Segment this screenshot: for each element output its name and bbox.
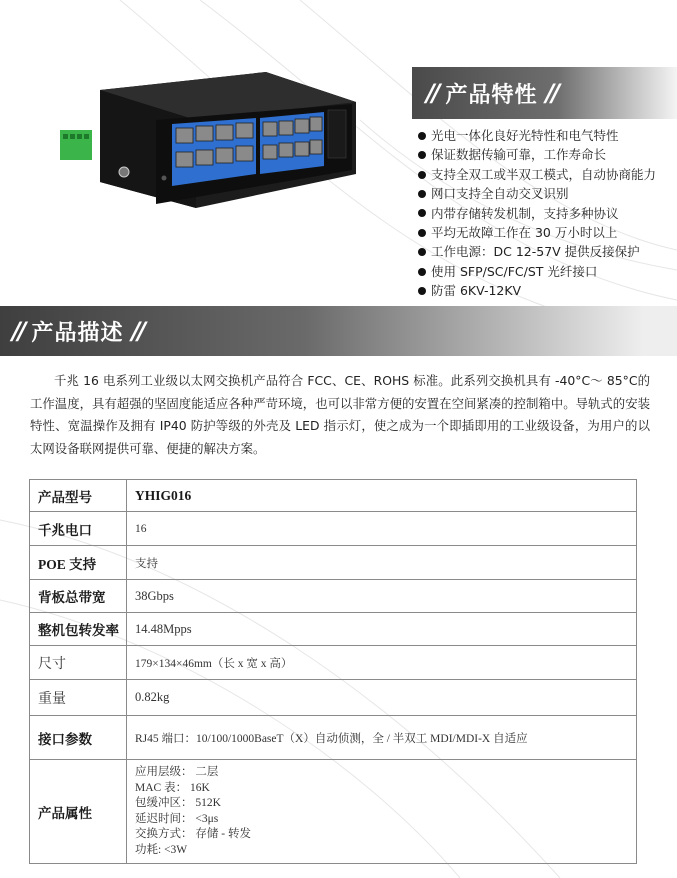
bullet-icon: [418, 190, 426, 198]
bullet-icon: [418, 229, 426, 237]
bullet-icon: [418, 248, 426, 256]
feature-item: 防雷 6KV-12KV: [418, 281, 656, 300]
spec-label: 整机包转发率: [30, 613, 127, 646]
spec-value: 0.82kg: [127, 680, 637, 716]
bullet-icon: [418, 132, 426, 140]
table-row: [30, 546, 637, 580]
attribute-line: MAC 表： 16K: [135, 781, 210, 794]
table-row: [30, 716, 637, 760]
description-paragraph: 千兆 16 电系列工业级以太网交换机产品符合 FCC、CE、ROHS 标准。此系列交换机具有 -40°C～ 85°C的工作温度，具有超强的坚固度能适应各种严苛环境，也可以非常方便的安置在空间紧凑的控制箱中。导轨式的安装特性、宽温操作及拥有 IP40 防护等级的外壳及 LED 指示灯，使之成为一个即插即用的工业级设备，为用户的以太网设备联网提供可靠、便捷的解决方案。: [30, 373, 650, 456]
attribute-line: 功耗: <3W: [135, 843, 188, 856]
description-title-wrap: [12, 306, 143, 356]
features-header-bar: [412, 67, 677, 119]
bullet-icon: [418, 151, 426, 159]
slash-mark-right: //: [131, 317, 144, 345]
spec-label: 尺寸: [30, 646, 127, 680]
spec-table: [29, 479, 637, 864]
spec-value: 支持: [127, 546, 637, 580]
features-title: 产品特性: [445, 82, 538, 108]
attribute-line: 包缓冲区： 512K: [135, 797, 221, 809]
feature-item: 内带存储转发机制，支持多种协议: [418, 204, 656, 223]
spec-label: 产品型号: [30, 480, 127, 512]
description-title: 产品描述: [31, 320, 124, 346]
bullet-icon: [418, 268, 426, 276]
bullet-icon: [418, 209, 426, 217]
switch-product-image: [56, 62, 356, 214]
feature-item: 使用 SFP/SC/FC/ST 光纤接口: [418, 262, 656, 281]
attribute-line: 交换方式： 存储 - 转发: [135, 828, 251, 840]
feature-item: 平均无故障工作在 30 万小时以上: [418, 223, 656, 242]
feature-item: 工作电源：DC 12-57V 提供反接保护: [418, 242, 656, 261]
table-row: [30, 760, 637, 864]
feature-item: 支持全双工或半双工模式，自动协商能力: [418, 165, 656, 184]
table-row: [30, 646, 637, 680]
slash-mark-right: //: [545, 79, 558, 107]
feature-item: 保证数据传输可靠，工作寿命长: [418, 145, 656, 164]
spec-value: 14.48Mpps: [127, 613, 637, 646]
features-list: [418, 126, 656, 301]
features-title-wrap: [426, 67, 557, 119]
spec-value: RJ45 端口：10/100/1000BaseT（X）自动侦测，全 / 半双工 MDI/MDI-X 自适应: [127, 716, 637, 760]
attribute-line: 应用层级： 二层: [135, 766, 219, 778]
slash-mark-left: //: [426, 79, 438, 107]
description-header-bar: [0, 306, 677, 356]
spec-value: 179×134×46mm（长 x 宽 x 高）: [127, 646, 637, 680]
spec-label: 背板总带宽: [30, 580, 127, 613]
bullet-icon: [418, 287, 426, 295]
table-row: [30, 613, 637, 646]
spec-label: 千兆电口: [30, 512, 127, 546]
spec-value-attributes: [127, 760, 637, 864]
table-row: [30, 512, 637, 546]
table-row: [30, 480, 637, 512]
feature-item: 网口支持全自动交叉识别: [418, 184, 656, 203]
slash-mark-left: //: [12, 317, 24, 345]
feature-item: 光电一体化良好光特性和电气特性: [418, 126, 656, 145]
table-row: [30, 680, 637, 716]
spec-label: POE 支持: [30, 546, 127, 580]
spec-value: YHIG016: [127, 480, 637, 512]
spec-value: 38Gbps: [127, 580, 637, 613]
spec-value: 16: [127, 512, 637, 546]
attribute-line: 延迟时间： <3μs: [135, 812, 219, 825]
spec-label: 重量: [30, 680, 127, 716]
spec-label: 接口参数: [30, 716, 127, 760]
table-row: [30, 580, 637, 613]
bullet-icon: [418, 171, 426, 179]
spec-label: 产品属性: [30, 760, 127, 864]
